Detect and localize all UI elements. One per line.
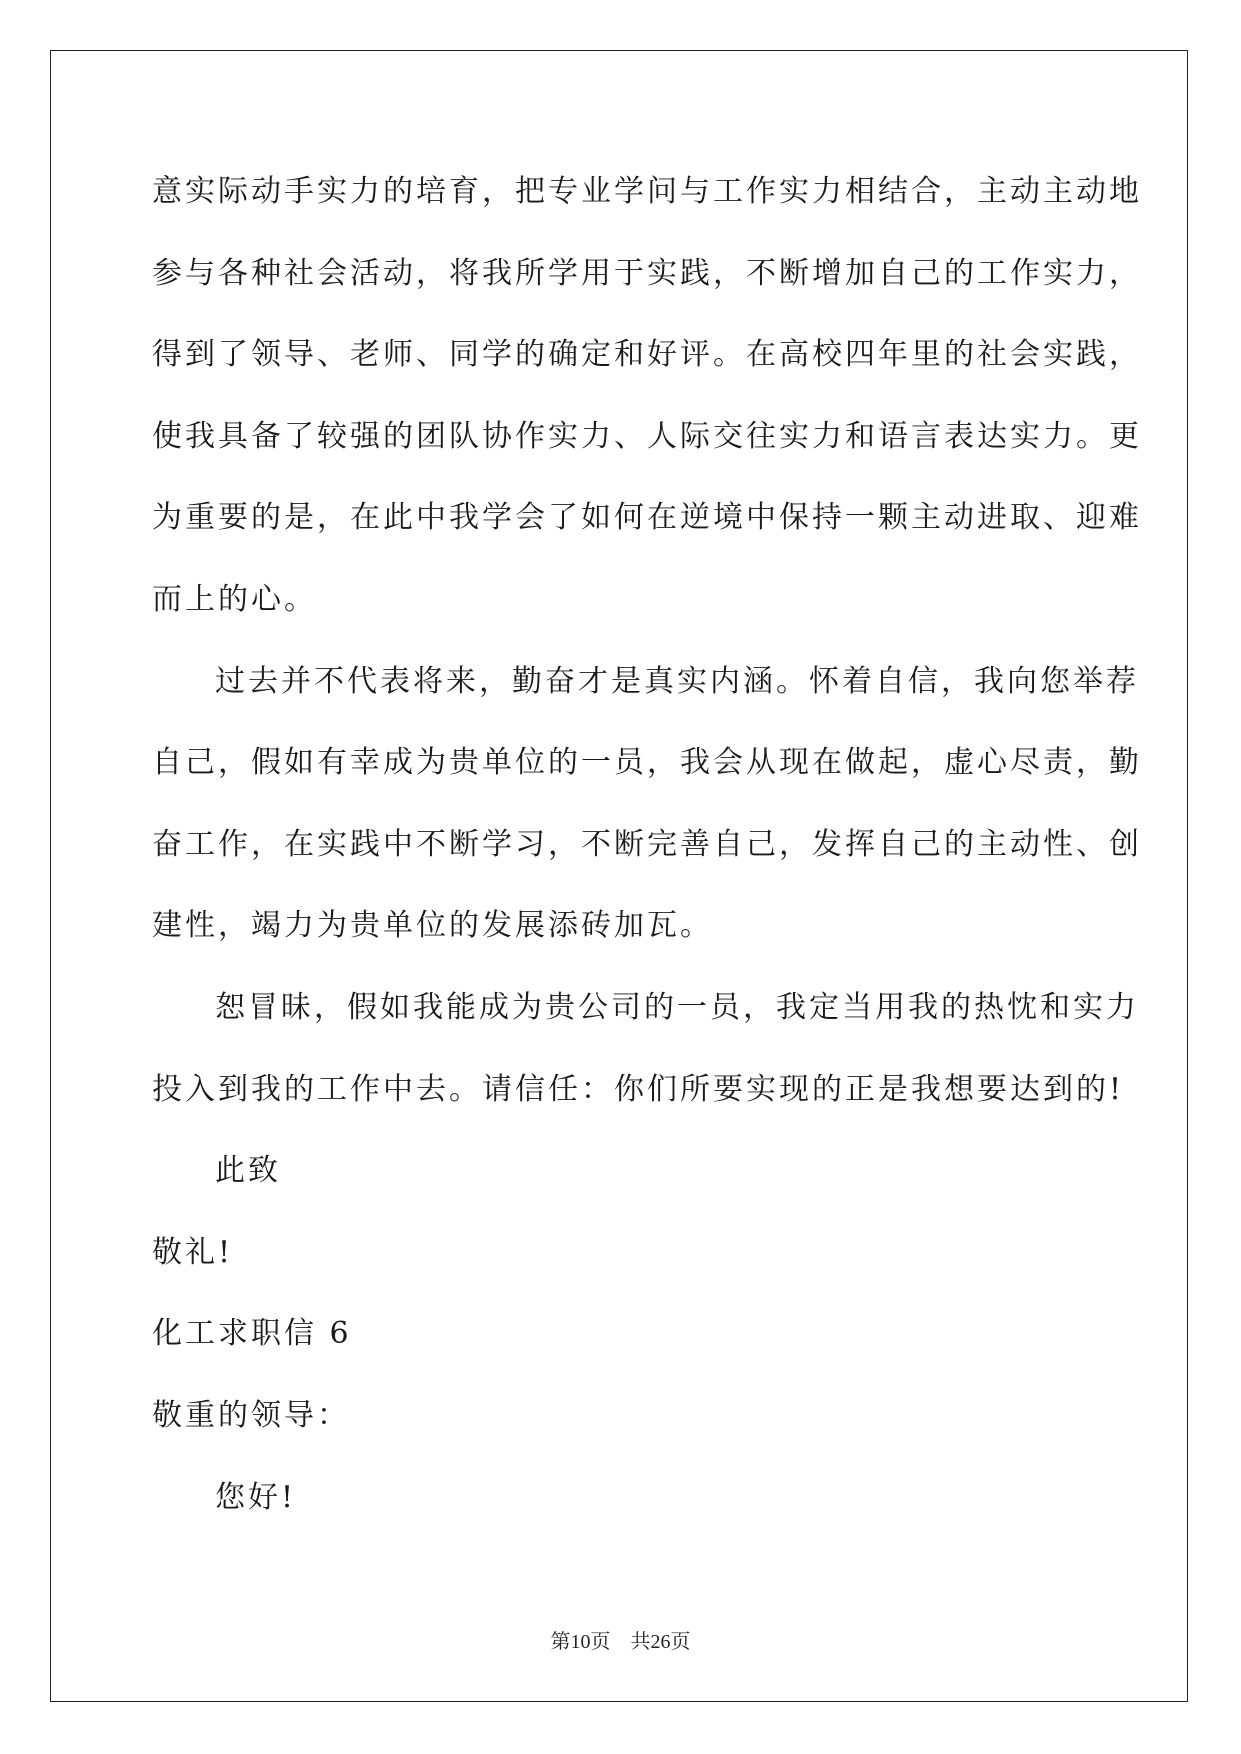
greeting-addressee: 敬重的领导： bbox=[152, 1397, 350, 1433]
document-body bbox=[152, 164, 1142, 1551]
text-line: 得到了领导、老师、同学的确定和好评。在高校四年里的社会实践， bbox=[152, 337, 1142, 373]
text-line: 自己，假如有幸成为贵单位的一员，我会从现在做起，虚心尽责，勤 bbox=[152, 745, 1142, 781]
text-line: 建性，竭力为贵单位的发展添砖加瓦。 bbox=[152, 908, 713, 944]
current-page-number: 10 bbox=[570, 1631, 591, 1653]
text-line: 使我具备了较强的团队协作实力、人际交往实力和语言表达实力。更 bbox=[152, 418, 1142, 454]
page-label-suffix: 页 bbox=[670, 1631, 691, 1653]
text-line: 投入到我的工作中去。请信任：你们所要实现的正是我想要达到的! bbox=[152, 1071, 1125, 1107]
page-label-mid: 页 共 bbox=[590, 1631, 651, 1653]
page-footer bbox=[0, 1625, 1241, 1654]
closing-regards: 敬礼! bbox=[152, 1234, 234, 1270]
text-line: 参与各种社会活动，将我所学用于实践，不断增加自己的工作实力， bbox=[152, 255, 1142, 291]
text-line: 意实际动手实力的培育，把专业学问与工作实力相结合，主动主动地 bbox=[152, 174, 1142, 209]
total-pages-number: 26 bbox=[650, 1631, 671, 1653]
text-line: 奋工作，在实践中不断学习，不断完善自己，发挥自己的主动性、创 bbox=[152, 826, 1142, 862]
page-label-prefix: 第 bbox=[550, 1631, 571, 1653]
section-heading: 化工求职信 6 bbox=[152, 1316, 352, 1352]
text-line: 而上的心。 bbox=[152, 581, 317, 617]
paragraph-first-line: 恕冒昧，假如我能成为贵公司的一员，我定当用我的热忱和实力 bbox=[215, 989, 1139, 1025]
greeting: 您好! bbox=[215, 1479, 297, 1515]
paragraph-first-line: 过去并不代表将来，勤奋才是真实内涵。怀着自信，我向您举荐 bbox=[215, 663, 1139, 699]
text-line: 为重要的是，在此中我学会了如何在逆境中保持一颗主动进取、迎难 bbox=[152, 500, 1142, 536]
closing-salutation: 此致 bbox=[215, 1153, 281, 1189]
